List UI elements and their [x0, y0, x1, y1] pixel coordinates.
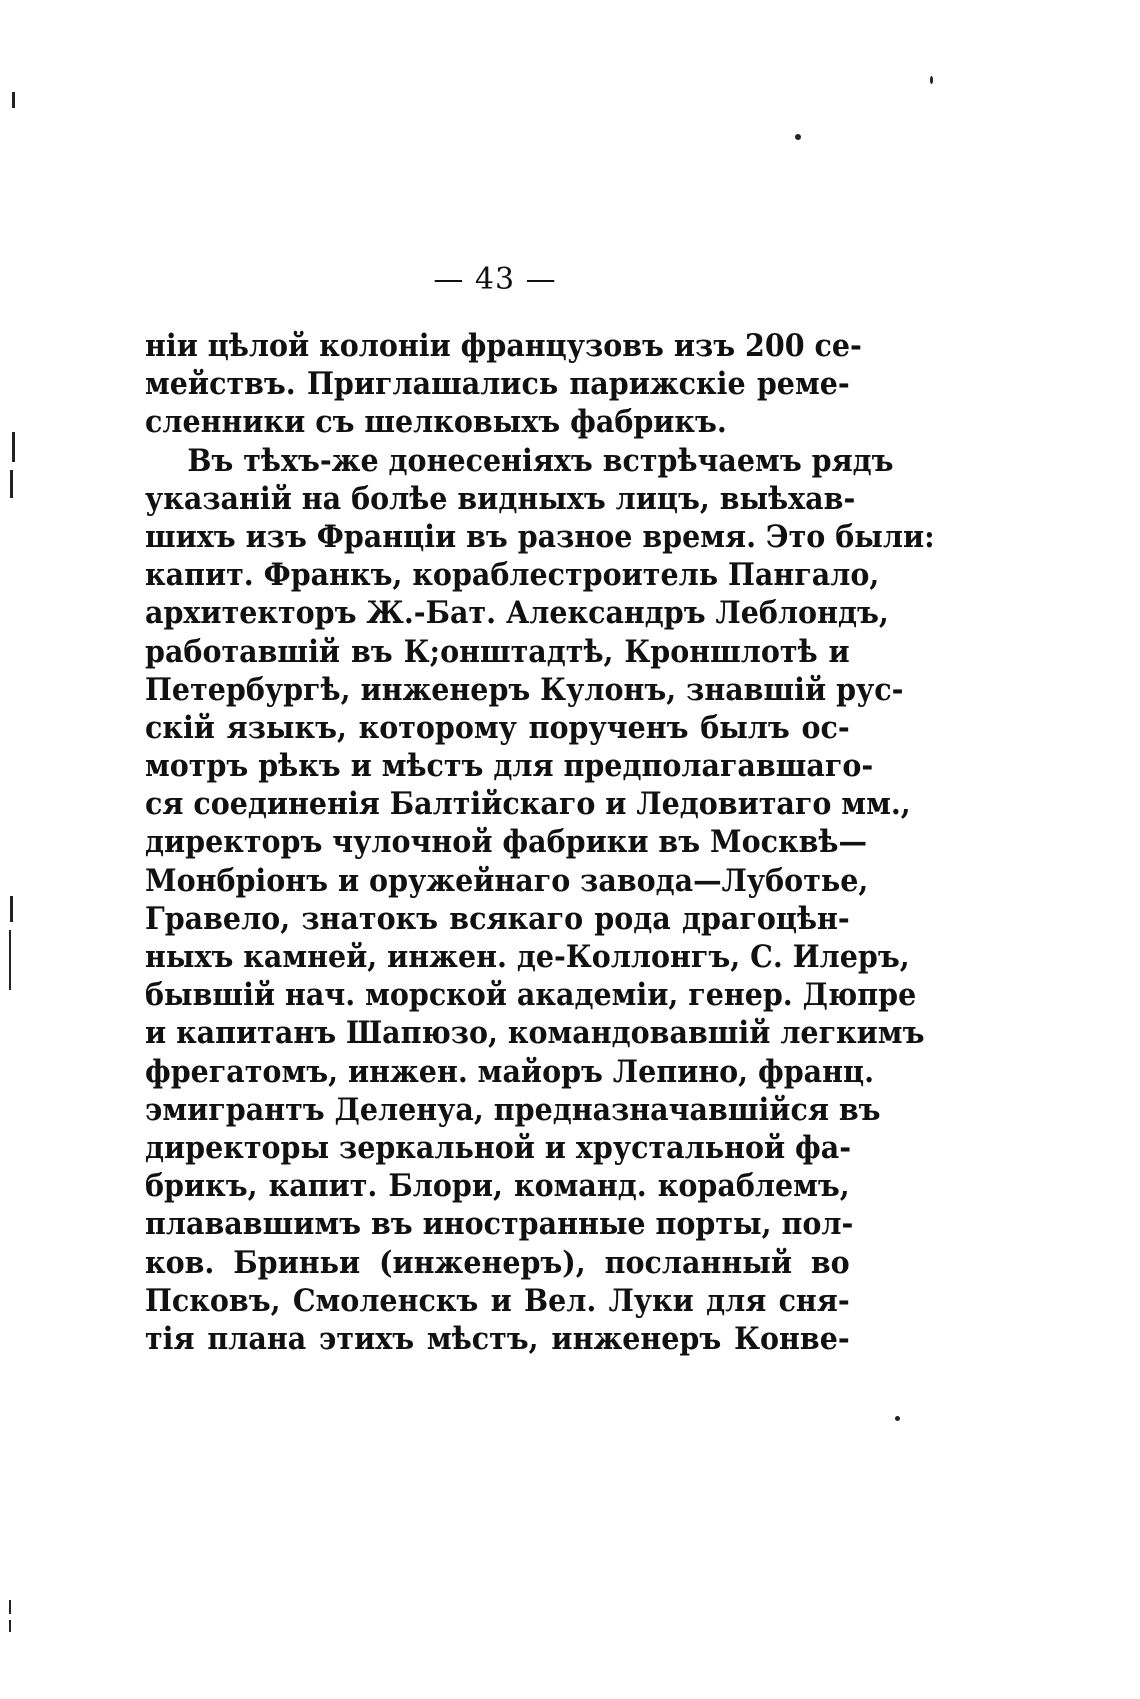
- text-line: сленники съ шелковыхъ фабрикъ.: [145, 404, 727, 441]
- scan-speck: [930, 76, 933, 84]
- text-line: директоры зеркальной и хрустальной фа-: [145, 1129, 852, 1166]
- scan-speck: [9, 930, 11, 990]
- text-line: Гравело, знатокъ всякаго рода драгоцѣн-: [145, 900, 850, 937]
- scan-speck: [10, 470, 13, 498]
- scan-speck: [895, 1416, 900, 1421]
- scan-speck: [9, 1600, 11, 1614]
- scan-speck: [12, 92, 15, 108]
- text-line: шихъ изъ Франціи въ разное время. Это были:: [145, 518, 935, 555]
- text-line: тія плана этихъ мѣстъ, инженеръ Конве-: [145, 1320, 850, 1357]
- text-line: Псковъ, Смоленскъ и Вел. Луки для сня-: [145, 1282, 850, 1319]
- page-number: — 43 —: [433, 262, 557, 297]
- text-line: мействъ. Приглашались парижскіе реме-: [145, 366, 850, 403]
- text-line: мотръ рѣкъ и мѣстъ для предполагавшаго-: [145, 748, 874, 785]
- text-line: капит. Франкъ, кораблестроитель Пангало,: [145, 557, 880, 594]
- text-line: директоръ чулочной фабрики въ Москвѣ—: [145, 824, 867, 861]
- text-line: скій языкъ, которому порученъ былъ ос-: [145, 709, 850, 746]
- text-line: Монбріонъ и оружейнаго завода—Луботье,: [145, 862, 869, 899]
- body-text: [145, 327, 935, 1358]
- text-line: указаній на болѣе видныхъ лицъ, выѣхав-: [145, 480, 856, 517]
- text-line: ков. Бриньи (инженеръ), посланный во: [145, 1244, 850, 1281]
- text-line: плававшимъ въ иностранные порты, пол-: [145, 1206, 854, 1243]
- text-line: Петербургѣ, инженеръ Кулонъ, знавшій рус-: [145, 671, 904, 708]
- text-line: ся соединенія Балтійскаго и Ледовитаго мм.,: [145, 786, 911, 823]
- scan-speck: [12, 432, 15, 462]
- text-line: архитекторъ Ж.-Бат. Александръ Леблондъ,: [145, 595, 889, 632]
- text-line: эмигрантъ Деленуа, предназначавшійся въ: [145, 1091, 881, 1128]
- text-line: и капитанъ Шапюзо, командовавшій легкимъ: [145, 1015, 925, 1052]
- scan-speck: [795, 134, 801, 140]
- scan-speck: [9, 1620, 11, 1632]
- text-line: ныхъ камней, инжен. де-Коллонгъ, С. Илеръ,: [145, 939, 910, 975]
- text-line: Въ тѣхъ-же донесеніяхъ встрѣчаемъ рядъ: [187, 442, 894, 479]
- text-line: бывшій нач. морской академіи, генер. Дюпре: [145, 977, 917, 1014]
- text-line: брикъ, капит. Блори, команд. кораблемъ,: [145, 1168, 850, 1205]
- text-line: работавшій въ К;онштадтѣ, Кроншлотѣ и: [145, 633, 850, 670]
- scan-speck: [10, 896, 13, 922]
- text-line: фрегатомъ, инжен. майоръ Лепино, франц.: [145, 1053, 875, 1090]
- text-line: ніи цѣлой колоніи французовъ изъ 200 се-: [145, 328, 862, 364]
